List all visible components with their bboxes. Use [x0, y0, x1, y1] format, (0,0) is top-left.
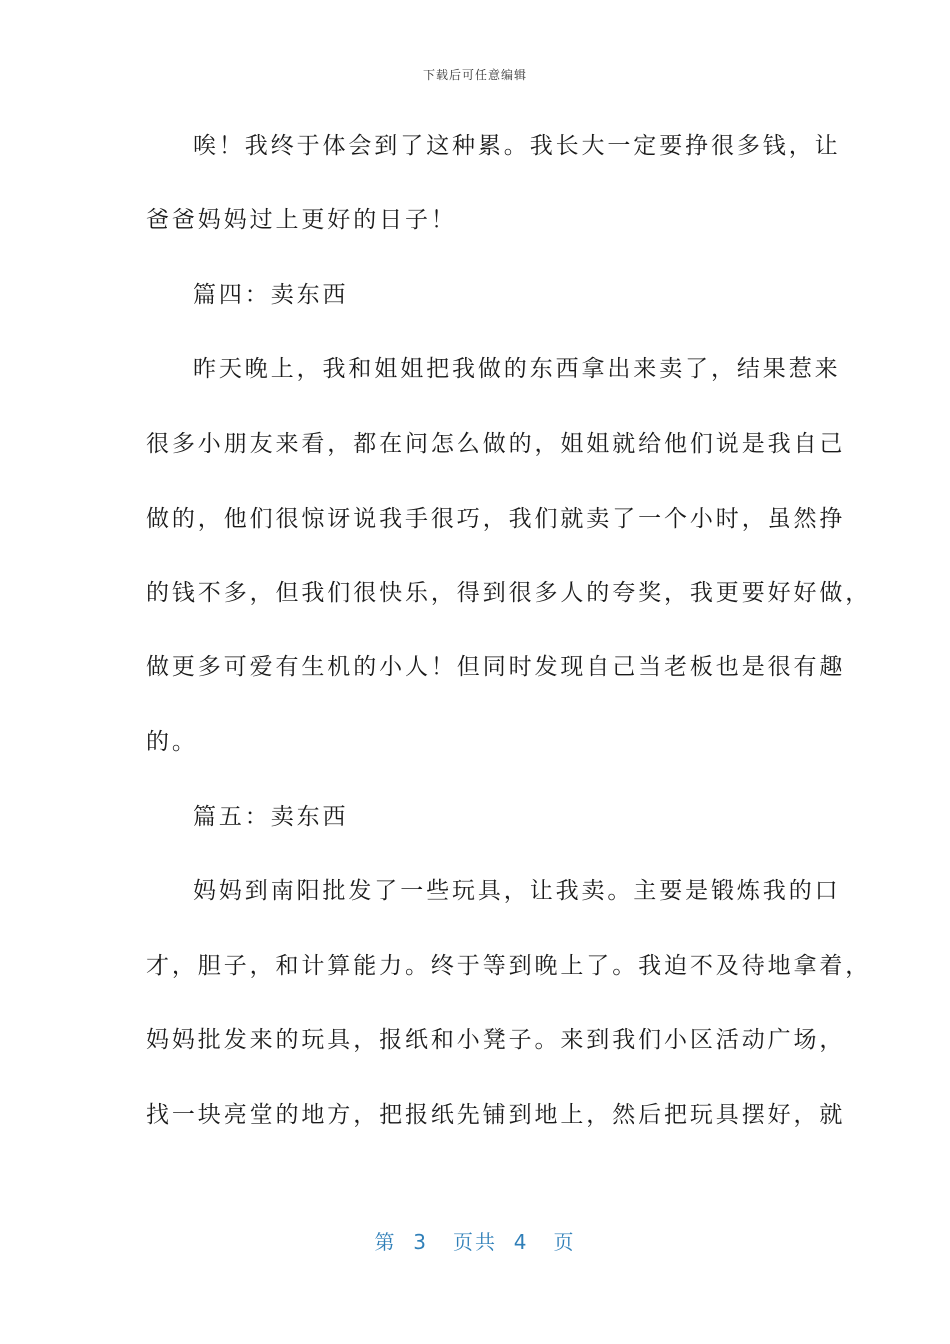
text-line: 的。: [146, 729, 198, 755]
section-heading: 篇五：卖东西: [193, 804, 349, 830]
text-line: 昨天晚上，我和姐姐把我做的东西拿出来卖了，结果惹来: [193, 356, 841, 382]
section-heading: 篇四：卖东西: [193, 282, 349, 308]
text-line: 唉！我终于体会到了这种累。我长大一定要挣很多钱，让: [193, 133, 841, 159]
page-number-footer: 第 3 页共 4 页: [374, 1230, 576, 1254]
text-line: 找一块亮堂的地方，把报纸先铺到地上，然后把玩具摆好，就: [146, 1102, 846, 1128]
text-line: 妈妈到南阳批发了一些玩具，让我卖。主要是锻炼我的口: [193, 878, 841, 904]
text-line: 做的，他们很惊讶说我手很巧，我们就卖了一个小时，虽然挣: [146, 506, 846, 532]
text-line: 做更多可爱有生机的小人！但同时发现自己当老板也是很有趣: [146, 654, 846, 680]
text-line: 才，胆子，和计算能力。终于等到晚上了。我迫不及待地拿着，: [146, 953, 872, 979]
text-line: 妈妈批发来的玩具，报纸和小凳子。来到我们小区活动广场，: [146, 1027, 846, 1053]
text-line: 很多小朋友来看，都在问怎么做的，姐姐就给他们说是我自己: [146, 431, 846, 457]
text-line: 的钱不多，但我们很快乐，得到很多人的夸奖，我更要好好做，: [146, 580, 872, 606]
page-header: 下载后可任意编辑: [422, 68, 527, 82]
text-line: 爸爸妈妈过上更好的日子！: [146, 207, 457, 233]
